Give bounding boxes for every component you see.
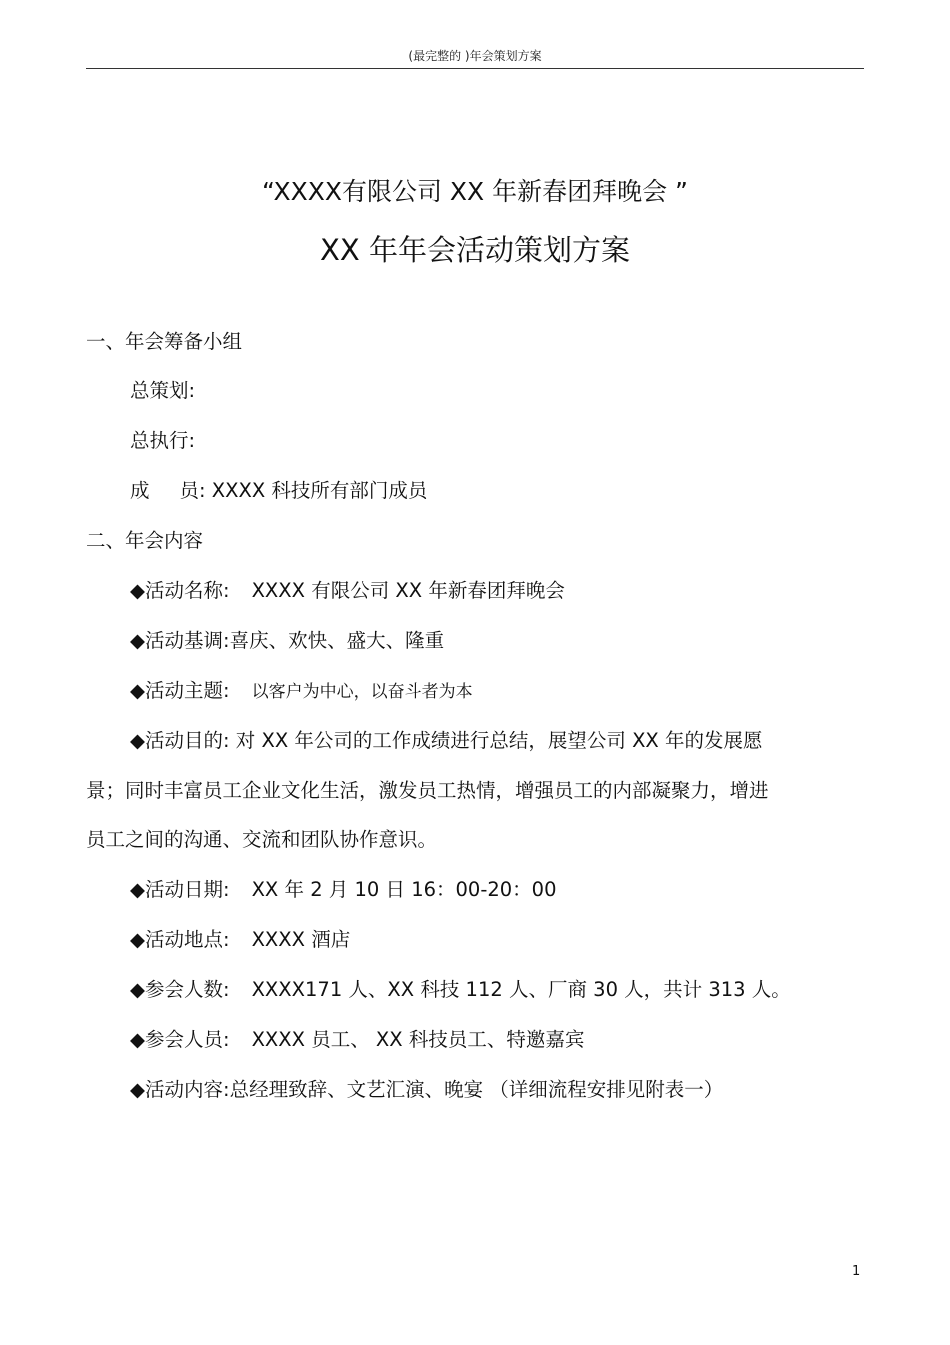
planner-label: 总策划: <box>130 379 196 402</box>
activity-name-label: ◆活动名称: <box>130 579 230 602</box>
attendee-count-label: ◆参会人数: <box>130 978 230 1001</box>
activity-venue-value: XXXX 酒店 <box>251 928 351 951</box>
running-header: (最完整的 )年会策划方案 <box>408 49 542 63</box>
section1-heading: 一、年会筹备小组 <box>86 330 243 353</box>
activity-name-line <box>130 578 565 604</box>
attendee-count-line <box>130 977 791 1003</box>
activity-purpose-line3: 员工之间的沟通、交流和团队协作意识。 <box>86 828 438 851</box>
members-label-a: 成 <box>130 479 150 502</box>
activity-content-label: ◆活动内容: <box>130 1078 230 1101</box>
activity-tone-line <box>130 628 444 654</box>
activity-date-value: XX 年 2 月 10 日 16：00-20：00 <box>251 878 557 901</box>
activity-purpose-line2: 景；同时丰富员工企业文化生活，激发员工热情，增强员工的内部凝聚力，增进 <box>86 779 769 802</box>
section2-heading: 二、年会内容 <box>86 529 204 552</box>
document-title-line1: “XXXX有限公司 XX 年新春团拜晚会 ” <box>261 177 689 206</box>
document-title-line2: XX 年年会活动策划方案 <box>320 233 630 267</box>
activity-name-value: XXXX 有限公司 XX 年新春团拜晚会 <box>251 579 565 602</box>
activity-purpose-line1: ◆活动目的: 对 XX 年公司的工作成绩进行总结，展望公司 XX 年的发展愿 <box>130 729 763 752</box>
activity-theme-line <box>130 678 473 705</box>
executor-label: 总执行: <box>130 429 196 452</box>
attendees-line <box>130 1027 584 1053</box>
attendee-count-value: XXXX171 人、XX 科技 112 人、厂商 30 人，共计 313 人。 <box>251 978 791 1001</box>
activity-date-line <box>130 877 557 903</box>
activity-content-value: 总经理致辞、文艺汇演、晚宴 （详细流程安排见附表一） <box>229 1078 724 1101</box>
members-value: XXXX 科技所有部门成员 <box>211 479 428 502</box>
header-rule <box>86 68 864 69</box>
activity-tone-value: 喜庆、欢快、盛大、隆重 <box>229 629 445 652</box>
activity-content-line <box>130 1077 723 1103</box>
activity-tone-label: ◆活动基调: <box>130 629 230 652</box>
activity-venue-label: ◆活动地点: <box>130 928 230 951</box>
members-label-b: 员: <box>179 479 206 502</box>
activity-venue-line <box>130 927 350 953</box>
activity-theme-value: 以客户为中心，以奋斗者为本 <box>251 682 473 702</box>
activity-theme-label: ◆活动主题: <box>130 679 230 702</box>
attendees-label: ◆参会人员: <box>130 1028 230 1051</box>
activity-date-label: ◆活动日期: <box>130 878 230 901</box>
members-line <box>130 478 427 504</box>
attendees-value: XXXX 员工、 XX 科技员工、特邀嘉宾 <box>251 1028 585 1051</box>
page-number: 1 <box>852 1264 861 1279</box>
